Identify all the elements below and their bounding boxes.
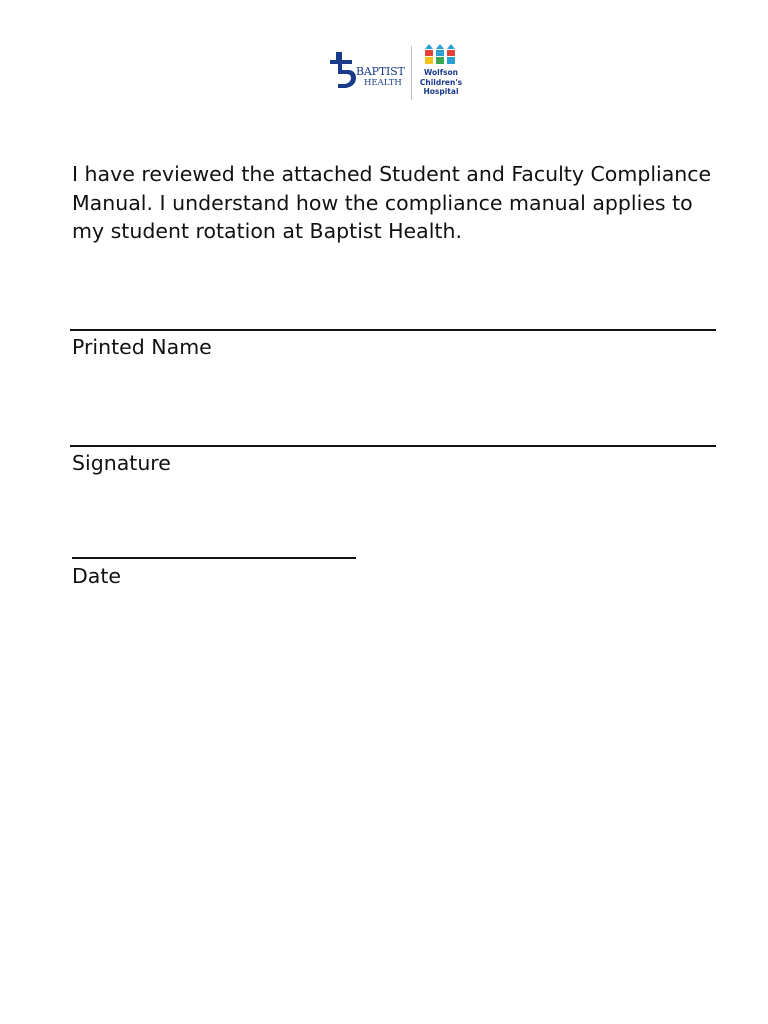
- date-label: Date: [72, 564, 121, 588]
- wolfson-logo-text: [416, 68, 466, 97]
- printed-name-label: Printed Name: [72, 335, 212, 359]
- wolfson-logo-line2: Children's: [419, 77, 463, 87]
- date-line[interactable]: [72, 557, 356, 559]
- wolfson-houses-icon: [425, 44, 457, 66]
- wolfson-childrens-hospital-logo: [416, 44, 466, 102]
- baptist-logo-wordmark: BAPTIST: [356, 65, 405, 78]
- signature-line[interactable]: [70, 445, 716, 447]
- baptist-health-cross-icon: [326, 50, 360, 90]
- logo-divider: [411, 46, 412, 100]
- wolfson-logo-line1: Wolfson: [424, 68, 458, 77]
- signature-label: Signature: [72, 451, 171, 475]
- acknowledgement-statement: I have reviewed the attached Student and Faculty Compliance Manual. I understand how the compliance manual applies to my student rotation at Baptist Health.: [72, 162, 712, 243]
- baptist-logo-subtitle: HEALTH: [364, 78, 402, 88]
- baptist-health-logo: [326, 50, 408, 96]
- printed-name-line[interactable]: [70, 329, 716, 331]
- header-logos: [326, 44, 466, 102]
- wolfson-logo-line3: Hospital: [423, 87, 459, 96]
